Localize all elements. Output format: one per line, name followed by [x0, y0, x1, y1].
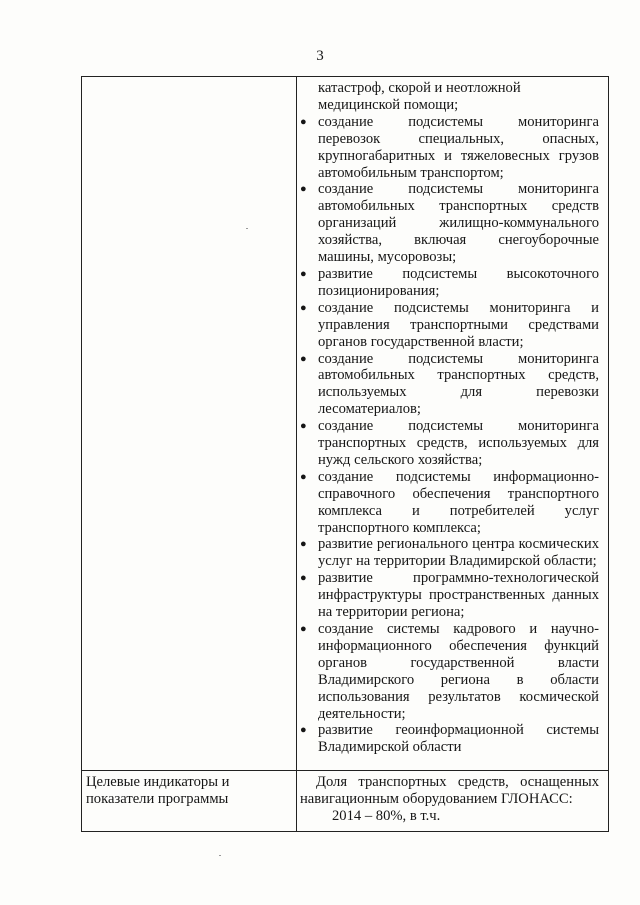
list-item-text: создание подсистемы мониторинга автомобильных транспортных средств, используемых для перевозки лесоматериалов;: [318, 350, 599, 418]
bullet-icon: ●: [300, 724, 307, 737]
list-item: [300, 181, 599, 266]
bullet-icon: ●: [300, 470, 307, 483]
list-item: [300, 536, 599, 570]
list-item: [300, 469, 599, 537]
bullet-icon: ●: [300, 420, 307, 433]
indicator-text: Доля транспортных средств, оснащенных навигационным оборудованием ГЛОНАСС:: [300, 774, 599, 807]
bullet-icon: ●: [300, 115, 307, 128]
indicator-value: 2014 – 80%, в т.ч.: [332, 807, 441, 824]
list-item-text: создание системы кадрового и научно-информационного обеспечения функций органов государственной власти Владимирского региона в области использования результатов космической деятельности;: [318, 621, 599, 722]
list-item: [300, 621, 599, 722]
list-item-text: создание подсистемы мониторинга автомобильных транспортных средств организаций жилищно-коммунального хозяйства, включая снегоуборочные машины, мусоровозы;: [318, 181, 599, 266]
list-item: [300, 300, 599, 351]
list-item-text: создание подсистемы мониторинга транспортных средств, используемых для нужд сельского хозяйства;: [318, 418, 599, 468]
list-item-text: создание подсистемы мониторинга и управления транспортными средствами органов государственной власти;: [318, 299, 599, 350]
list-item: [300, 722, 599, 756]
row-label-cell: Целевые индикаторы и показатели программы: [82, 771, 297, 832]
bullet-icon: ●: [300, 623, 307, 635]
list-item-text: развитие геоинформационной системы Владимирской области: [318, 722, 599, 756]
bullet-icon: ●: [300, 352, 307, 365]
bullet-icon: ●: [300, 538, 307, 551]
list-item: [300, 570, 599, 621]
bullet-icon: ●: [300, 572, 307, 585]
page-number: 3: [316, 48, 324, 64]
row-content-cell: [297, 77, 609, 771]
list-item: [300, 418, 599, 469]
bullet-icon: ●: [300, 183, 307, 196]
bullet-icon: ●: [300, 301, 307, 314]
list-item: [300, 114, 599, 182]
list-item: [300, 351, 599, 419]
list-item-text: развитие программно-технологической инфраструктуры пространственных данных на территории региона;: [318, 570, 599, 621]
program-passport-table: [81, 76, 609, 832]
list-item-text: создание подсистемы информационно-справочного обеспечения транспортного комплекса и потребителей услуг транспортного комплекса;: [318, 468, 599, 536]
scan-speck: [246, 228, 248, 229]
table-row: [82, 77, 609, 771]
list-item-text: развитие подсистемы высокоточного позиционирования;: [318, 265, 599, 299]
table-row: [82, 771, 609, 832]
row-content-cell: [297, 771, 609, 832]
scan-speck: [219, 855, 221, 856]
bullet-icon: ●: [300, 267, 307, 280]
continued-item-text: катастроф, скорой и неотложной медицинской помощи;: [318, 80, 521, 113]
list-item-text: создание подсистемы мониторинга перевозок специальных, опасных, крупногабаритных и тяжеловесных грузов автомобильным транспортом;: [318, 113, 599, 181]
row-label-cell: [82, 77, 297, 771]
list-item-text: развитие регионального центра космических услуг на территории Владимирской области;: [318, 536, 599, 570]
list-item: [300, 266, 599, 300]
